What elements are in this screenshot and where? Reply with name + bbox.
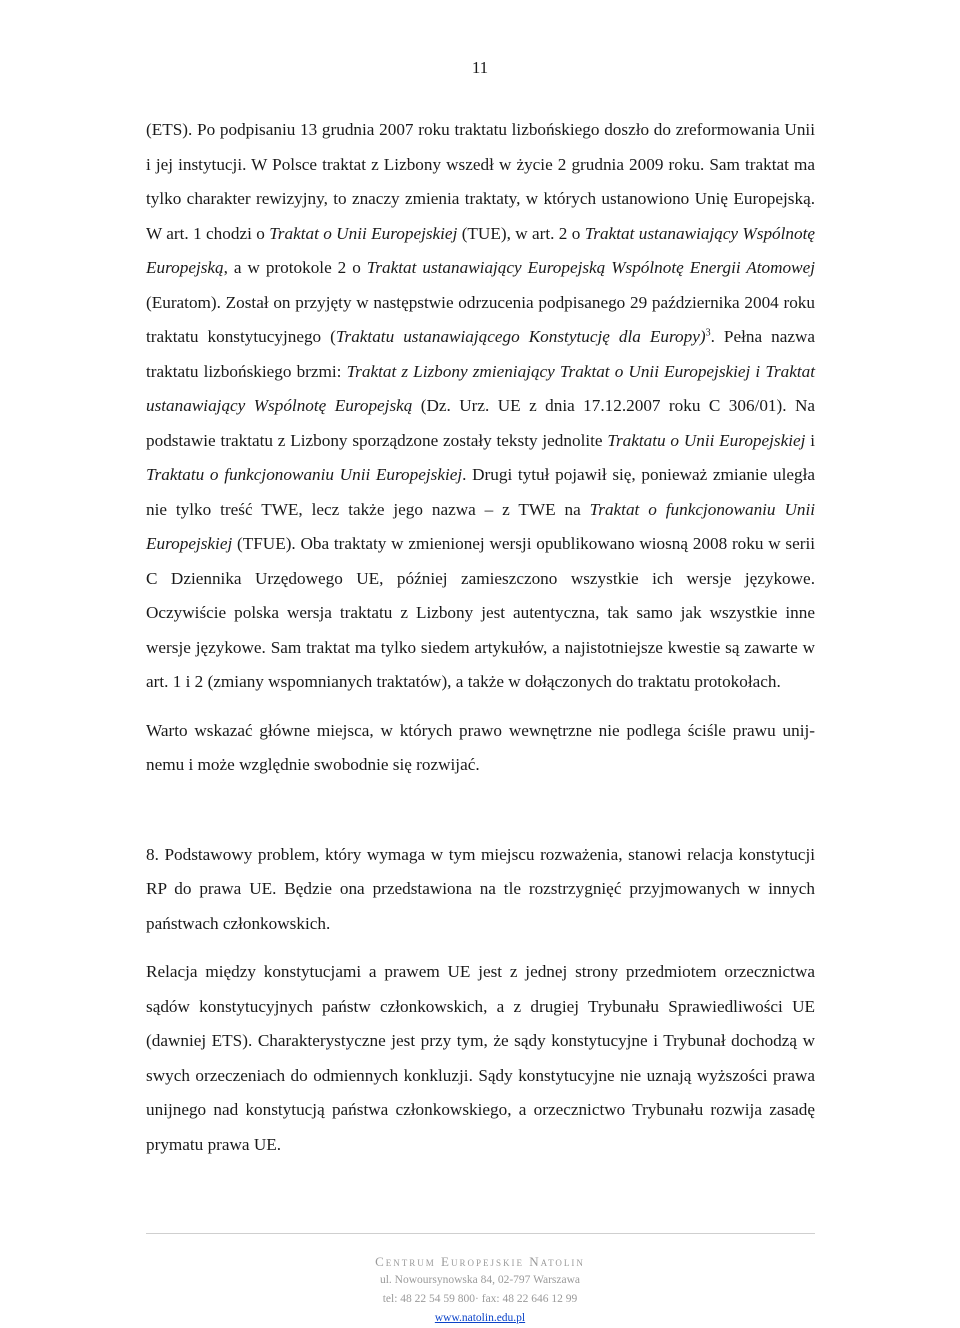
text-run: (ETS). Po podpisaniu 13 grudnia 2007 roku traktatu lizbońskiego doszło do zreformowania Unii i jej instytucji. W Polsce traktat z Lizbony wszedł w życie 2 grudnia 2009 roku. Sam traktat ma tylko charakter rewizyjny, to znaczy zmienia traktaty, w których ustanowiono Unię Europejską. W art. 1 chodzi o	[146, 120, 815, 243]
text-run: (TUE), w art. 2 o	[457, 223, 585, 243]
body-text	[146, 113, 815, 1162]
text-run: . Pełna nazwa traktatu lizbońskiego brzmi:	[146, 327, 815, 381]
text-run: . Drugi tytuł pojawił się, ponieważ zmianie uległa nie tylko treść TWE, lecz także jego nazwa – z TWE na	[146, 465, 816, 519]
italic-title: Traktat z Lizbony zmieniający Traktat o Unii Europejskiej i Traktat ustanawiający Wspólnotę Europejską	[146, 361, 815, 415]
text-run: i	[805, 430, 816, 450]
text-run: Relacja między konstytucjami a prawem UE jest z jednej strony przedmiotem orzecznictwa sądów konstytucyjnych państw członkowskich, a z drugiej Trybunału Sprawiedliwości UE (dawniej ETS). Charakterystyczne jest przy tym, że sądy konstytucyjne i Trybunał dochodzą w swych orzeczeniach do odmiennych konkluzji. Sądy konstytucyjne nie uznają wyższości prawa unijnego nad konstytucją państwa członkowskiego, a orzecznictwo Trybunału rozwija zasadę prymatu prawa UE.	[146, 962, 815, 1154]
footer-contact: tel: 48 22 54 59 800· fax: 48 22 646 12 99	[382, 1293, 578, 1305]
paragraph	[146, 714, 815, 783]
text-run: Warto wskazać główne miejsca, w których prawo wewnętrzne nie podlega ściśle prawu unijnemu i może względnie swobodnie się rozwijać.	[146, 720, 815, 774]
page-number: 11	[471, 58, 489, 77]
italic-title: Traktat o funkcjonowaniu Unii Europejskiej	[146, 499, 815, 553]
footnote-ref: 3	[705, 327, 711, 339]
footer-address: ul. Nowoursynowska 84, 02-797 Warszawa	[379, 1274, 581, 1286]
paragraph	[146, 113, 815, 700]
paragraph	[146, 955, 815, 1162]
italic-title: Traktat o Unii Europejskiej	[269, 223, 458, 243]
paragraph	[146, 838, 815, 942]
italic-title: Traktat ustanawiający Wspólnotę Europejską	[146, 223, 815, 277]
text-run: (Dz. Urz. UE z dnia 17.12.2007 roku C 306/01). Na podstawie traktatu z Lizbony sporządzone zostały teksty jednolite	[146, 396, 815, 450]
footer-divider	[146, 1233, 815, 1234]
footer-website-link[interactable]: www.natolin.edu.pl	[434, 1312, 526, 1324]
footer-organization: Centrum Europejskie Natolin	[375, 1254, 585, 1269]
italic-title: Traktat ustanawiający Europejską Wspólnotę Energii Atomowej	[366, 258, 816, 277]
italic-title: Traktatu o Unii Europejskiej	[607, 430, 806, 450]
text-run: , a w protokole 2 o	[223, 258, 367, 277]
text-run: (TFUE). Oba traktaty w zmienionej wersji opublikowano wiosną 2008 roku w serii C Dziennika Urzędowego UE, później zamieszczono wszystkie ich wersje językowe. Oczywiście polska wersja traktatu z Lizbony jest autentyczna, tak samo jak wszystkie inne wersje językowe. Sam traktat ma tylko siedem artykułów, a najistotniejsze kwestie są zawarte w art. 1 i 2 (zmiany wspomnianych traktatów), a także w dołączonych do traktatu protokołach.	[146, 534, 815, 691]
text-run: (Euratom). Został on przyjęty w następstwie odrzucenia podpisanego 29 października 2004 roku traktatu konstytucyjnego (	[146, 292, 815, 346]
italic-title: Traktatu o funkcjonowaniu Unii Europejskiej	[146, 465, 463, 484]
footer	[0, 1252, 960, 1328]
italic-title: Traktatu ustanawiającego Konstytucję dla Europy)	[335, 327, 706, 346]
text-run: 8. Podstawowy problem, który wymaga w tym miejscu rozważenia, stanowi relacja konstytucji RP do prawa UE. Będzie ona przedstawiona na tle rozstrzygnięć przyjmowanych w innych państwach członkowskich.	[146, 844, 815, 933]
